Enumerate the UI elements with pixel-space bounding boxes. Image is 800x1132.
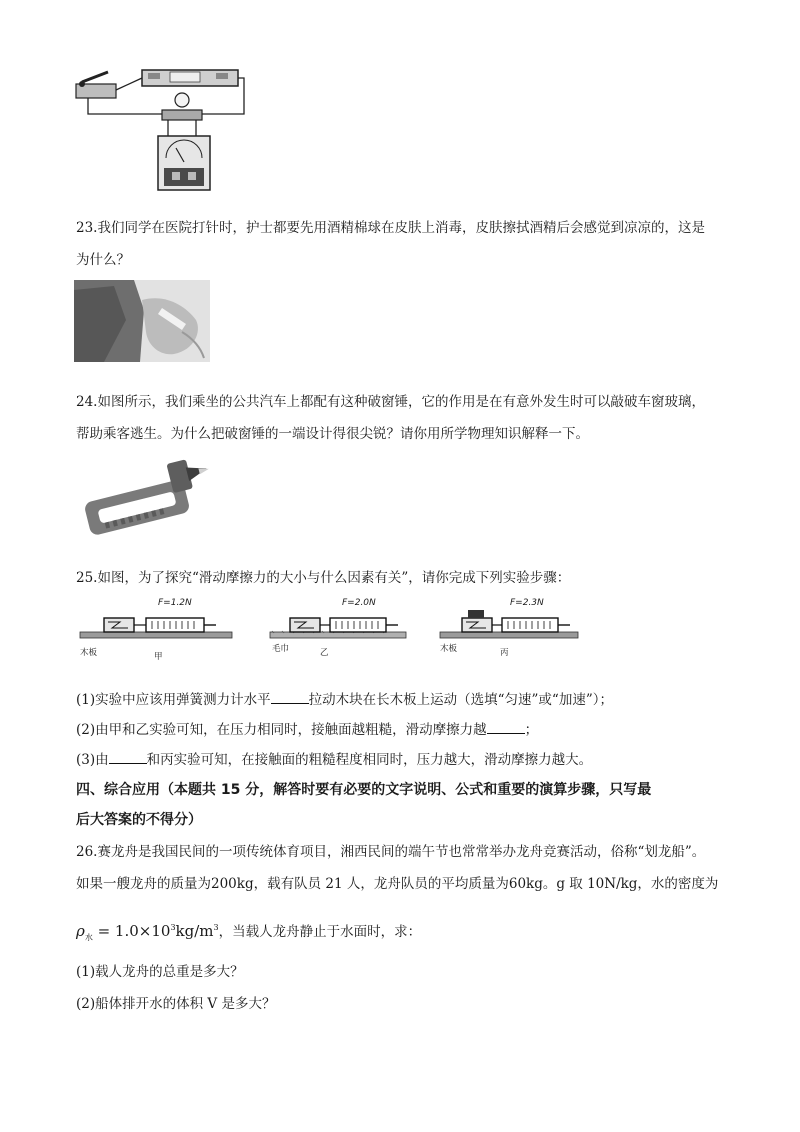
q25-step1-text-b: 拉动木块在长木板上运动（选填“匀速”或“加速”）； (308, 692, 613, 708)
q26-line2: 如果一艘龙舟的质量为200kg，载有队员 21 人，龙舟队员的平均质量为60kg。g 取 10N/kg，水的密度为 (76, 876, 719, 892)
q24-line1: 24.如图所示，我们乘坐的公共汽车上都配有这种破窗锤，它的作用是在有意外发生时可以敲破车窗玻璃， (76, 394, 705, 410)
formula-exp: 3 (170, 923, 176, 932)
q25-intro: 25.如图，为了探究“滑动摩擦力的大小与什么因素有关”，请你完成下列实验步骤： (76, 570, 571, 586)
q24-line2: 帮助乘客逃生。为什么把破窗锤的一端设计得很尖锐？请你用所学物理知识解释一下。 (76, 426, 589, 442)
q26-formula-line (76, 918, 421, 948)
experiment-a-surface: 木板 (80, 648, 98, 658)
section4-heading-line1: 四、综合应用（本题共 15 分，解答时要有必要的文字说明、公式和重要的演算步骤，只写最 (76, 782, 652, 798)
section4-heading-line2: 后大答案的不得分） (76, 812, 202, 828)
q26-sub2: (2)船体排开水的体积 V 是多大？ (76, 996, 276, 1012)
q25-step1-text-a: (1)实验中应该用弹簧测力计水平 (76, 692, 271, 708)
experiment-a-tag: 甲 (154, 652, 163, 662)
experiment-b-surface: 毛巾 (272, 644, 290, 654)
formula-unit: kg/m (175, 922, 214, 940)
formula-sub: 水 (84, 933, 93, 942)
experiment-c-force: F=2.3N (510, 598, 544, 608)
circuit-figure (72, 62, 252, 194)
experiment-a-figure (76, 596, 236, 664)
q23-line2: 为什么？ (76, 252, 130, 268)
q25-step3 (76, 749, 592, 770)
formula-unit-exp: 3 (213, 923, 219, 932)
q25-step1-blank[interactable] (271, 689, 309, 704)
q25-step2-blank[interactable] (487, 719, 525, 734)
density-formula (76, 922, 219, 940)
experiment-b-force: F=2.0N (342, 598, 376, 608)
q25-step3-text-a: (3)由 (76, 752, 109, 768)
formula-eq: = 1.0×10 (92, 922, 171, 940)
q26-line3-tail: ，当载人龙舟静止于水面时，求： (218, 924, 422, 940)
experiment-a-force: F=1.2N (158, 598, 192, 608)
emergency-hammer-figure (76, 452, 216, 544)
experiment-b-tag: 乙 (320, 648, 329, 658)
formula-rho: ρ (76, 922, 85, 940)
experiment-c-figure (438, 596, 588, 664)
q26-sub1: (1)载人龙舟的总重是多大？ (76, 964, 244, 980)
q25-step2-text-a: (2)由甲和乙实验可知，在压力相同时，接触面越粗糙，滑动摩擦力越 (76, 722, 487, 738)
experiment-b-figure (268, 596, 418, 664)
q25-step3-blank[interactable] (109, 749, 147, 764)
experiment-c-surface: 木板 (440, 644, 458, 654)
q25-step2 (76, 719, 538, 740)
q25-step2-text-b: ； (524, 722, 539, 738)
q23-line1: 23.我们同学在医院打针时，护士都要先用酒精棉球在皮肤上消毒，皮肤擦拭酒精后会感觉到凉凉的，这是 (76, 220, 705, 236)
injection-photo (74, 280, 210, 362)
q26-line1: 26.赛龙舟是我国民间的一项传统体育项目，湘西民间的端午节也常常举办龙舟竞赛活动，俗称“划龙船”。 (76, 844, 706, 860)
q25-step3-text-b: 和丙实验可知，在接触面的粗糙程度相同时，压力越大，滑动摩擦力越大。 (146, 752, 593, 768)
experiment-c-tag: 丙 (500, 648, 509, 658)
q25-step1 (76, 689, 613, 710)
